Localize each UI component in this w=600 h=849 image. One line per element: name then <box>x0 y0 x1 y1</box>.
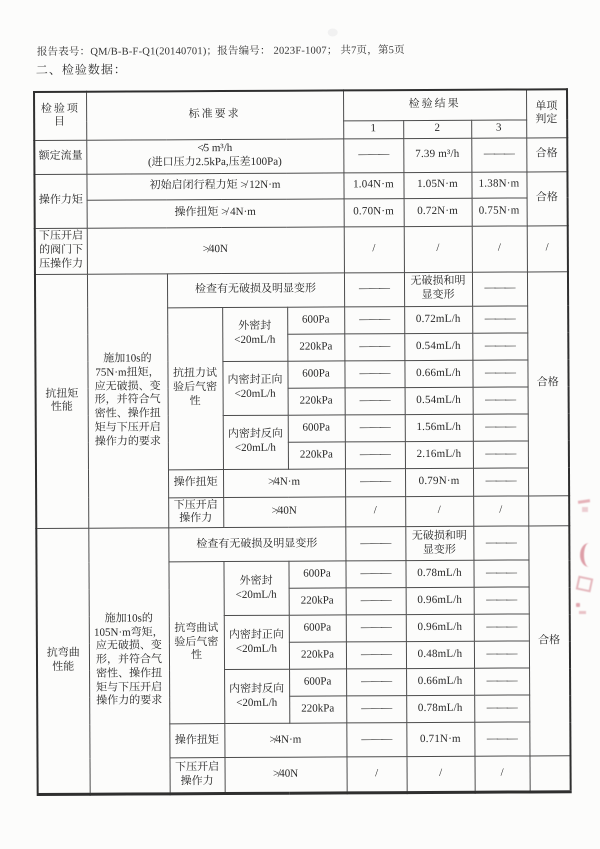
report-meta-line: 报告表号：QM/B-B-F-Q1(20140701)；报告编号： 2023F-1007； 共7页，第5页 <box>36 45 405 59</box>
section2-push-standard: ≯40N <box>224 757 346 794</box>
flow-item-label: 额定流量 <box>34 140 86 174</box>
judgment-empty-cell <box>528 495 569 526</box>
push-item-label: 下压开启 的阀门下 压操作力 <box>35 228 87 274</box>
section2-requirement: 施加10s的105N·m弯矩，应无破损、变形，并符合气密性、操作扭矩与下压开启操作力的要求 <box>88 528 169 794</box>
leak-result-cell: ——— <box>346 588 406 615</box>
row-initial-travel-torque <box>34 171 567 200</box>
seal-type-label: 内密封反向 <20mL/h <box>224 669 289 723</box>
section1-check-row <box>35 271 568 308</box>
leak-pressure-cell: 220kPa <box>289 588 346 615</box>
operating-torque-result-1: 0.70N·m <box>344 198 404 226</box>
torque-judgment: 合格 <box>526 171 567 225</box>
judgment-empty-cell <box>529 756 570 792</box>
leak-pressure-cell: 600Pa <box>289 615 346 642</box>
leak-result-cell: 1.56mL/h <box>405 414 473 441</box>
section2-leak-title: 抗弯曲试 验后气密 性 <box>168 562 224 724</box>
flow-standard: ≮5 m³/h (进口压力2.5kPa,压差100Pa) <box>86 138 343 173</box>
section2-torque-label: 操作扭矩 <box>169 724 224 758</box>
seal-type-label: 内密封正向 <20mL/h <box>224 615 289 669</box>
section2-check-result-2: 无破损和明 显变形 <box>405 526 473 560</box>
leak-pressure-cell: 600Pa <box>288 414 345 441</box>
flow-result-1: ——— <box>343 138 403 172</box>
seal-type-label: 外密封 <20mL/h <box>222 307 287 361</box>
section2-check-label: 检查有无破损及明显变形 <box>168 527 345 562</box>
leak-pressure-cell: 600Pa <box>287 306 344 333</box>
section1-torque-label: 操作扭矩 <box>168 469 223 497</box>
initial-torque-result-3: 1.38N·m <box>471 171 526 197</box>
leak-result-cell: ——— <box>344 360 404 387</box>
section1-item-label: 抗扭矩 性能 <box>35 274 88 529</box>
row-operating-torque <box>35 197 568 228</box>
inspection-data-table-wrap <box>33 88 572 796</box>
section2-item-label: 抗弯曲 性能 <box>36 528 89 794</box>
leak-result-cell: 0.78mL/h <box>406 695 474 722</box>
flow-result-2: 7.39 m³/h <box>403 138 471 172</box>
leak-result-cell: 0.96mL/h <box>406 587 474 614</box>
seal-type-label: 内密封正向 <20mL/h <box>222 361 287 415</box>
leak-result-cell: ——— <box>345 387 405 414</box>
section2-torque-result-3: ——— <box>474 722 529 756</box>
leak-result-cell: ——— <box>473 413 528 440</box>
leak-pressure-cell: 600Pa <box>289 669 346 696</box>
flow-judgment: 合格 <box>526 137 567 171</box>
leak-result-cell: 2.16mL/h <box>405 441 473 468</box>
leak-result-cell: 0.72mL/h <box>404 306 472 333</box>
leak-result-cell: ——— <box>473 440 528 467</box>
col-header-judgment: 单项 判定 <box>526 89 567 137</box>
col-header-standard: 标准要求 <box>86 90 343 139</box>
section1-judgment: 合格 <box>527 271 569 495</box>
section1-torque-result-1: ——— <box>345 468 405 496</box>
leak-result-cell: ——— <box>474 695 529 722</box>
leak-result-cell: 0.54mL/h <box>405 387 473 414</box>
leak-result-cell: 0.54mL/h <box>404 333 472 360</box>
section2-torque-result-1: ——— <box>346 723 406 757</box>
section2-torque-standard: ≯4N·m <box>224 723 346 758</box>
operating-torque-standard: 操作扭矩 ≯ 4N·m <box>87 198 344 227</box>
section1-check-result-2: 无破损和明 显变形 <box>404 272 472 306</box>
section1-torque-standard: ≯4N·m <box>223 468 345 497</box>
leak-result-cell: 0.78mL/h <box>405 560 473 587</box>
initial-torque-result-1: 1.04N·m <box>343 172 403 198</box>
section1-torque-result-3: ——— <box>473 467 528 495</box>
inspection-data-table <box>33 88 572 796</box>
leak-result-cell: ——— <box>346 615 406 642</box>
seal-type-label: 外密封 <20mL/h <box>223 561 288 615</box>
leak-result-cell: 0.66mL/h <box>404 360 472 387</box>
leak-result-cell: ——— <box>346 669 406 696</box>
section2-push-label: 下压开启 操作力 <box>169 758 224 794</box>
result-col-3: 3 <box>471 119 526 137</box>
leak-result-cell: ——— <box>474 668 529 695</box>
operating-torque-result-3: 0.75N·m <box>472 197 527 225</box>
push-standard: ≯40N <box>87 226 344 273</box>
section2-push-result-2: / <box>406 756 474 792</box>
leak-result-cell: 0.66mL/h <box>406 668 474 695</box>
section-title: 二、检验数据： <box>35 62 127 78</box>
section2-push-result-1: / <box>346 757 406 793</box>
leak-pressure-cell: 220kPa <box>288 441 345 468</box>
section1-torque-result-2: 0.79N·m <box>405 468 473 496</box>
initial-torque-standard: 初始启闭行程力矩 ≯ 12N·m <box>86 172 343 199</box>
leak-result-cell: ——— <box>346 696 406 723</box>
section2-judgment: 合格 <box>528 526 570 756</box>
leak-result-cell: ——— <box>345 441 405 468</box>
row-rated-flow <box>34 137 567 174</box>
leak-pressure-cell: 220kPa <box>289 696 346 723</box>
section2-torque-result-2: 0.71N·m <box>406 722 474 756</box>
section1-push-result-1: / <box>345 496 405 527</box>
leak-pressure-cell: 220kPa <box>289 642 346 669</box>
section1-push-label: 下压开启 操作力 <box>168 497 223 528</box>
table-header-row <box>34 89 567 122</box>
leak-pressure-cell: 600Pa <box>287 360 344 387</box>
leak-result-cell: 0.48mL/h <box>406 641 474 668</box>
section1-push-result-2: / <box>405 496 473 527</box>
leak-result-cell: ——— <box>474 641 529 668</box>
section1-push-result-3: / <box>473 495 528 526</box>
initial-torque-result-2: 1.05N·m <box>403 172 471 198</box>
leak-result-cell: ——— <box>346 642 406 669</box>
leak-result-cell: ——— <box>345 561 405 588</box>
section1-leak-title: 抗扭力试 验后气密 性 <box>167 307 223 469</box>
flow-result-3: ——— <box>471 137 526 171</box>
section1-push-standard: ≯40N <box>223 496 345 527</box>
leak-result-cell: ——— <box>473 386 528 413</box>
col-header-item: 检验项目 <box>34 92 86 140</box>
section1-check-result-1: ——— <box>344 272 404 306</box>
section1-requirement: 施加10s的 75N·m扭矩，应无破损、变形，并符合气密性、操作扭矩与下压开启操作力的要求 <box>87 273 168 528</box>
torque-item-label: 操作力矩 <box>34 174 86 228</box>
leak-result-cell: ——— <box>472 332 527 359</box>
result-col-1: 1 <box>343 120 403 138</box>
scan-smudge <box>328 28 338 36</box>
push-result-3: / <box>472 225 527 271</box>
leak-result-cell: ——— <box>345 414 405 441</box>
leak-result-cell: ——— <box>473 560 528 587</box>
leak-result-cell: ——— <box>472 305 527 332</box>
leak-pressure-cell: 600Pa <box>288 561 345 588</box>
section2-check-result-3: ——— <box>473 526 528 560</box>
row-push-open-force <box>35 225 568 274</box>
col-header-result: 检验结果 <box>343 89 526 120</box>
seal-type-label: 内密封反向 <20mL/h <box>223 415 288 469</box>
operating-torque-result-2: 0.72N·m <box>404 198 472 226</box>
section2-push-result-3: / <box>474 756 529 792</box>
result-col-2: 2 <box>403 120 471 138</box>
section2-check-result-1: ——— <box>345 527 405 561</box>
leak-result-cell: 0.96mL/h <box>406 614 474 641</box>
leak-result-cell: ——— <box>344 306 404 333</box>
push-result-2: / <box>404 226 472 272</box>
leak-pressure-cell: 220kPa <box>288 387 345 414</box>
leak-pressure-cell: 220kPa <box>287 333 344 360</box>
section1-check-label: 检查有无破损及明显变形 <box>167 272 344 307</box>
leak-result-cell: ——— <box>472 359 527 386</box>
push-judgment: / <box>527 225 568 271</box>
leak-result-cell: ——— <box>474 587 529 614</box>
leak-result-cell: ——— <box>474 614 529 641</box>
leak-result-cell: ——— <box>344 333 404 360</box>
section2-check-row <box>36 526 569 563</box>
push-result-1: / <box>344 226 404 272</box>
section1-check-result-3: ——— <box>472 271 527 305</box>
